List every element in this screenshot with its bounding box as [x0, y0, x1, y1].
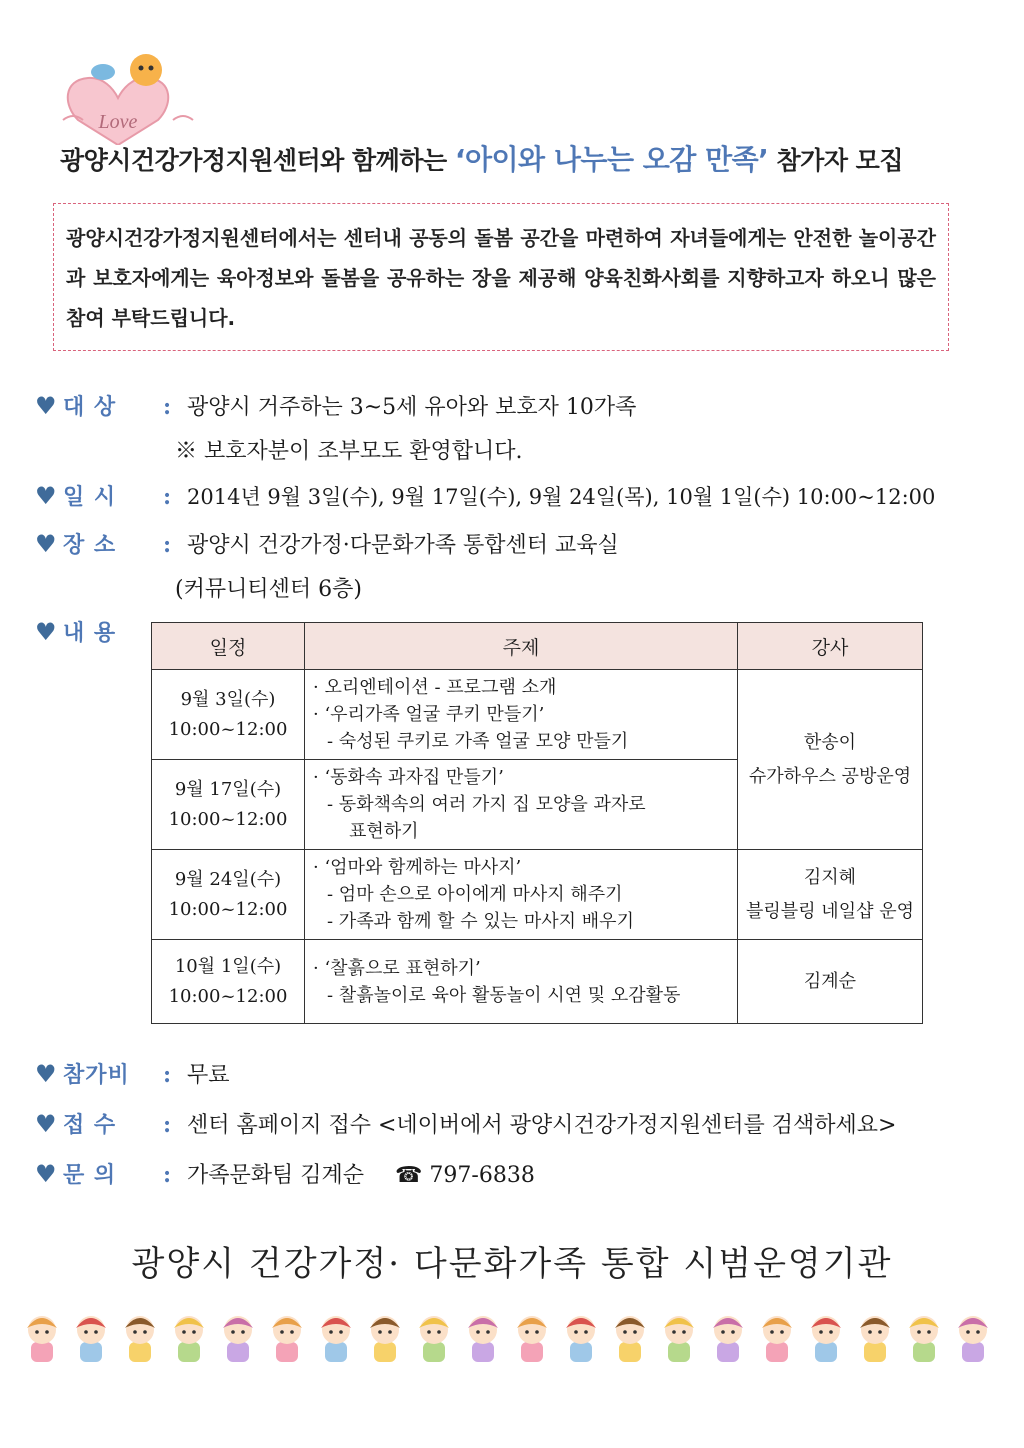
contact-label: 문 의	[63, 1163, 117, 1188]
heart-icon: ♥	[35, 1160, 57, 1188]
target-value: 광양시 거주하는 3~5세 유아와 보호자 10가족	[187, 395, 637, 420]
schedule-label: 일 시	[63, 485, 117, 510]
place-row: ♥ 장 소 : 광양시 건강가정·다문화가족 통합센터 교육실	[35, 530, 619, 558]
kid-figure-icon	[223, 1316, 253, 1362]
fee-label: 참가비	[63, 1063, 130, 1088]
kid-figure-icon	[76, 1316, 106, 1362]
teacher-cell: 한송이 슈가하우스 공방운영	[738, 670, 923, 850]
fee-row: ♥ 참가비 : 무료	[35, 1060, 230, 1088]
table-row	[152, 850, 923, 940]
kid-figure-icon	[321, 1316, 351, 1362]
content-label: 내 용	[63, 621, 117, 646]
kid-figure-icon	[713, 1316, 743, 1362]
content-row	[35, 616, 163, 647]
contact-phone: 797-6838	[429, 1163, 535, 1188]
place-label: 장 소	[63, 533, 117, 558]
heart-icon: ♥	[35, 1060, 57, 1088]
heart-icon: ♥	[35, 482, 57, 510]
table-row	[152, 940, 923, 1024]
date-cell: 9월 24일(수) 10:00~12:00	[152, 850, 305, 940]
schedule-row: ♥ 일 시 : 2014년 9월 3일(수), 9월 17일(수), 9월 24일(목), 10월 1일(수) 10:00~12:00	[35, 482, 936, 510]
kid-figure-icon	[468, 1316, 498, 1362]
target-note: ※ 보호자분이 조부모도 환영합니다.	[175, 439, 523, 464]
heart-icon: ♥	[35, 1110, 57, 1138]
kid-figure-icon	[272, 1316, 302, 1362]
title-suffix: 참가자 모집	[768, 146, 903, 175]
kid-figure-icon	[762, 1316, 792, 1362]
contact-value: 가족문화팀 김계순	[187, 1163, 365, 1188]
heart-icon: ♥	[35, 530, 57, 558]
page-title	[60, 138, 960, 178]
target-row: ♥ 대 상 : 광양시 거주하는 3~5세 유아와 보호자 10가족	[35, 392, 637, 420]
kid-figure-icon	[958, 1316, 988, 1362]
kid-figure-icon	[664, 1316, 694, 1362]
place-value: 광양시 건강가정·다문화가족 통합센터 교육실	[187, 533, 619, 558]
topic-cell: · 오리엔테이션 - 프로그램 소개 · ‘우리가족 얼굴 쿠키 만들기’ - 숙성된 쿠키로 가족 얼굴 모양 만들기	[305, 670, 738, 760]
kid-figure-icon	[174, 1316, 204, 1362]
place-note: (커뮤니티센터 6층)	[175, 577, 362, 602]
love-logo	[58, 50, 208, 145]
phone-icon: ☎	[395, 1163, 423, 1188]
heart-icon: ♥	[35, 392, 57, 420]
title-highlight: ‘아이와 나누는 오감 만족’	[454, 143, 769, 176]
apply-value: 센터 홈페이지 접수 <네이버에서 광양시건강가정지원센터를 검색하세요>	[187, 1113, 897, 1138]
kid-figure-icon	[370, 1316, 400, 1362]
kid-figure-icon	[517, 1316, 547, 1362]
footer-title: 광양시 건강가정· 다문화가족 통합 시범운영기관	[131, 1244, 893, 1284]
kid-figure-icon	[27, 1316, 57, 1362]
topic-cell: · ‘동화속 과자집 만들기’ - 동화책속의 여러 가지 집 모양을 과자로 표현하기	[305, 760, 738, 850]
kid-figure-icon	[419, 1316, 449, 1362]
date-cell: 9월 3일(수) 10:00~12:00	[152, 670, 305, 760]
teacher-cell: 김지혜 블링블링 네일샵 운영	[738, 850, 923, 940]
kid-figure-icon	[566, 1316, 596, 1362]
schedule-value: 2014년 9월 3일(수), 9월 17일(수), 9월 24일(목), 10월 1일(수) 10:00~12:00	[187, 485, 936, 509]
header-topic: 주제	[305, 623, 738, 670]
header-date: 일정	[152, 623, 305, 670]
heart-icon: ♥	[35, 618, 57, 646]
topic-cell: · ‘엄마와 함께하는 마사지’ - 엄마 손으로 아이에게 마사지 해주기 - 가족과 함께 할 수 있는 마사지 배우기	[305, 850, 738, 940]
table-row	[152, 670, 923, 760]
target-label: 대 상	[63, 395, 117, 420]
schedule-table	[151, 622, 923, 1024]
teacher-cell: 김계순	[738, 940, 923, 1024]
apply-label: 접 수	[63, 1113, 117, 1138]
kids-border-decoration	[18, 1308, 998, 1368]
kid-figure-icon	[860, 1316, 890, 1362]
date-cell: 9월 17일(수) 10:00~12:00	[152, 760, 305, 850]
apply-row: ♥ 접 수 : 센터 홈페이지 접수 <네이버에서 광양시건강가정지원센터를 검색하세요>	[35, 1110, 897, 1138]
kid-figure-icon	[125, 1316, 155, 1362]
kid-figure-icon	[811, 1316, 841, 1362]
fee-value: 무료	[187, 1063, 230, 1088]
topic-cell: · ‘찰흙으로 표현하기’ - 찰흙놀이로 육아 활동놀이 시연 및 오감활동	[305, 940, 738, 1024]
intro-box: 광양시건강가정지원센터에서는 센터내 공동의 돌봄 공간을 마련하여 자녀들에게는 안전한 놀이공간과 보호자에게는 육아정보와 돌봄을 공유하는 장을 제공해 양육친화사회를 지향하고자 하오니 많은 참여 부탁드립니다.	[53, 203, 949, 351]
kid-figure-icon	[909, 1316, 939, 1362]
date-cell: 10월 1일(수) 10:00~12:00	[152, 940, 305, 1024]
logo-text: Love	[98, 111, 138, 133]
title-prefix: 광양시건강가정지원센터와 함께하는	[60, 146, 455, 175]
header-teacher: 강사	[738, 623, 923, 670]
kid-figure-icon	[615, 1316, 645, 1362]
table-header-row	[152, 623, 923, 670]
contact-row: ♥ 문 의 : 가족문화팀 김계순 ☎ 797-6838	[35, 1160, 535, 1188]
